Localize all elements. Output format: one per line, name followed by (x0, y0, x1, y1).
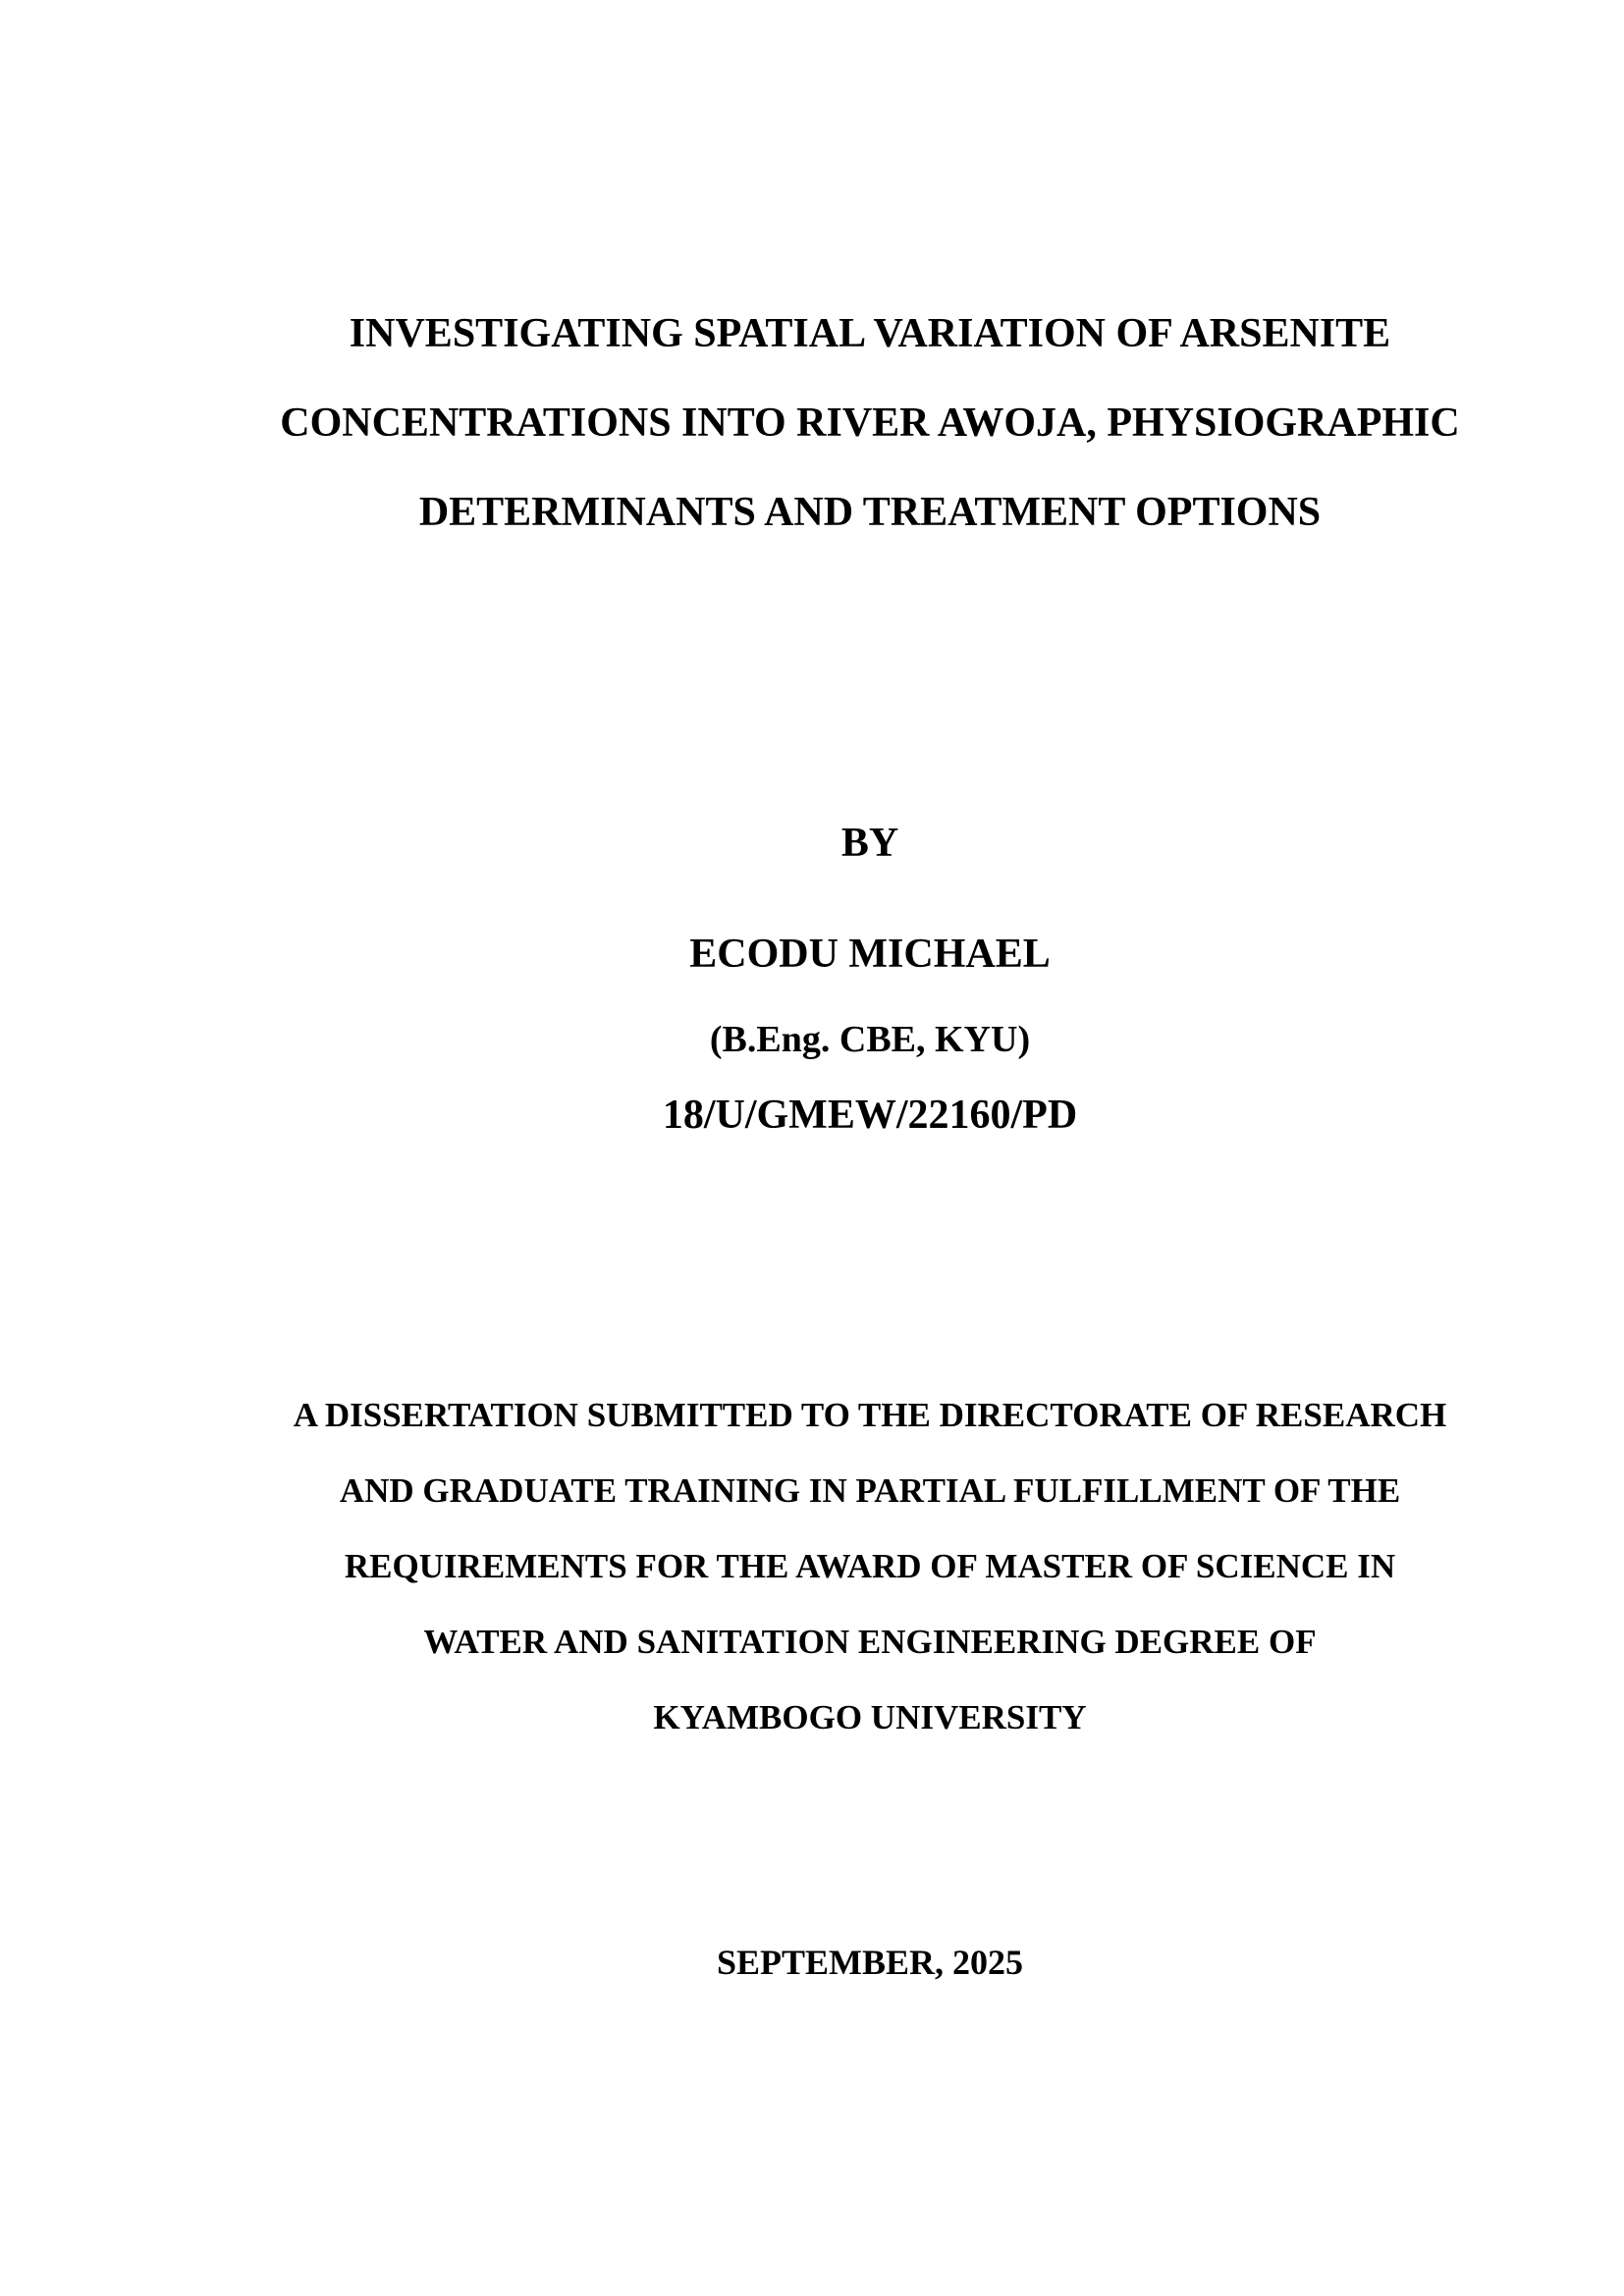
by-label: BY (840, 821, 899, 866)
author-credentials: (B.Eng. CBE, KYU) (709, 1019, 1031, 1060)
title-line-2: CONCENTRATIONS INTO RIVER AWOJA, PHYSIOGRAPHIC (280, 400, 1460, 446)
submission-line-1: A DISSERTATION SUBMITTED TO THE DIRECTORATE OF RESEARCH (293, 1396, 1447, 1434)
title-line-3: DETERMINANTS AND TREATMENT OPTIONS (418, 490, 1322, 535)
registration-number: 18/U/GMEW/22160/PD (662, 1093, 1078, 1138)
submission-line-4: WATER AND SANITATION ENGINEERING DEGREE OF (423, 1623, 1317, 1661)
submission-line-2: AND GRADUATE TRAINING IN PARTIAL FULFILLMENT OF THE (339, 1471, 1401, 1510)
title-line-1: INVESTIGATING SPATIAL VARIATION OF ARSENITE (349, 311, 1391, 356)
date-line: SEPTEMBER, 2025 (716, 1943, 1024, 1982)
submission-line-3: REQUIREMENTS FOR THE AWARD OF MASTER OF SCIENCE IN (344, 1547, 1396, 1585)
author-name: ECODU MICHAEL (689, 932, 1051, 977)
submission-line-5: KYAMBOGO UNIVERSITY (653, 1698, 1087, 1736)
